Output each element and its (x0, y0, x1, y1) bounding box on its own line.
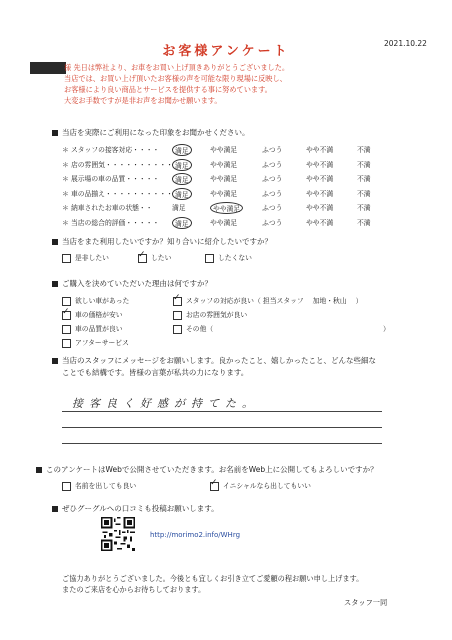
q3-left-3[interactable] (62, 337, 129, 348)
review-url-link[interactable]: http://morimo2.info/WHrg (150, 531, 241, 539)
checkbox-icon[interactable] (173, 325, 182, 334)
q5-option-0[interactable] (62, 480, 136, 491)
q1-rating-option[interactable]: 満足 (172, 173, 192, 185)
closing-line-1: ご協力ありがとうございました。今後とも宜しくお引き立てご愛顧の程お願い申し上げます。 (62, 574, 364, 583)
q5-option-1[interactable] (210, 480, 311, 491)
intro-line-3: お客様により良い商品とサービスを提供する事に努めています。 (64, 85, 272, 94)
checkbox-checked-icon[interactable] (138, 254, 147, 263)
q4-title-line-1: 当店のスタッフにメッセージをお願いします。良かったこと、嬉しかったこと、どんな些細な (62, 356, 376, 365)
staff-signature: スタッフ一同 (344, 598, 388, 607)
q1-item-label: ＊ 当店の総合的評価・・・・・ (62, 218, 160, 227)
q2-title (52, 236, 272, 247)
q1-rating-option[interactable]: ふつう (262, 175, 283, 183)
section-bullet-icon (52, 281, 58, 287)
section-bullet-icon (52, 130, 58, 136)
q1-rating-option[interactable]: 不満 (357, 175, 371, 183)
checkbox-icon[interactable] (62, 339, 71, 348)
q1-rating-option[interactable]: やや満足 (210, 160, 238, 169)
q3-title-text: ご購入を決めていただいた理由は何ですか？ (62, 279, 212, 288)
q6-title (52, 503, 219, 514)
q2-title-text: 当店をまた利用したいですか？知り合いに紹介したいですか？ (62, 237, 272, 246)
checkbox-icon[interactable] (62, 297, 71, 306)
q1-rating-option[interactable]: ふつう (262, 189, 283, 198)
survey-date: 2021.10.22 (384, 39, 427, 48)
q1-rating-option[interactable]: 満足 (172, 188, 192, 200)
q5-title-text: このアンケートはWebで公開させていただきます。お名前をWeb上に公開してもよろしいですか？ (46, 465, 378, 474)
section-bullet-icon (36, 467, 42, 473)
q1-rating-option[interactable]: 不満 (357, 218, 371, 227)
q3-option-label: お店の雰囲気が良い (186, 311, 248, 319)
checkbox-icon[interactable] (62, 325, 71, 334)
q5-option-label: 名前を出しても良い (75, 482, 137, 490)
q1-item-label: ＊ 展示場の車の品質・・・・・ (62, 175, 160, 183)
q2-option-0[interactable] (62, 252, 109, 263)
checkbox-icon[interactable] (205, 254, 214, 263)
q3-option-label: 車の品質が良い (75, 325, 123, 333)
message-line (62, 443, 382, 444)
q5-option-label: イニシャルなら出してもいい (223, 482, 311, 490)
q1-rating-option[interactable]: ふつう (262, 204, 283, 212)
q1-item-label: ＊ 店の雰囲気・・・・・・・・・・ (62, 160, 173, 169)
q1-title-text: 当店を実際にご利用になった印象をお聞かせください。 (62, 128, 250, 137)
q1-rating-option[interactable]: やや不満 (306, 204, 334, 212)
q1-rating-option[interactable]: 満足 (172, 217, 192, 229)
intro-line-2: 当店では、お買い上げ頂いたお客様の声を可能な限り現場に反映し、 (64, 74, 287, 83)
q4-title-line-2: ことでも結構です。皆様の言葉が私共の力になります。 (62, 368, 249, 377)
q2-option-2[interactable] (205, 252, 252, 263)
q1-item-label: ＊ スタッフの接客対応・・・・ (62, 146, 160, 154)
closing-text (62, 573, 363, 595)
q1-rating-option[interactable]: ふつう (262, 218, 283, 227)
section-bullet-icon (52, 506, 58, 512)
q2-option-label: 是非したい (75, 254, 109, 262)
section-bullet-icon (52, 358, 58, 364)
q2-option-1[interactable] (138, 252, 171, 263)
q2-option-label: したくない (218, 254, 252, 262)
q1-rating-option[interactable]: 不満 (357, 189, 371, 198)
section-bullet-icon (52, 239, 58, 245)
q3-other-close: ） (383, 325, 390, 333)
checkbox-icon[interactable] (173, 311, 182, 320)
q1-rating-option[interactable]: 満足 (172, 144, 192, 156)
q3-option-label: その他（ (186, 325, 214, 333)
q3-right-2[interactable] (173, 323, 213, 334)
q1-rating-option[interactable]: やや不満 (306, 218, 334, 227)
q3-left-0[interactable] (62, 295, 129, 306)
intro-line-4: 大変お手数ですが是非お声をお聞かせ願います。 (64, 96, 222, 105)
q1-rating-option[interactable]: やや満足 (210, 175, 238, 183)
qr-code-icon[interactable] (101, 517, 135, 551)
checkbox-icon[interactable] (62, 254, 71, 263)
q1-rating-option[interactable]: ふつう (262, 160, 283, 169)
q3-right-1[interactable] (173, 309, 247, 320)
q1-item-label: ＊ 車の品揃え・・・・・・・・・・ (62, 189, 173, 198)
q1-rating-option[interactable]: 不満 (357, 204, 371, 212)
q1-rating-option[interactable]: やや満足 (210, 218, 238, 227)
q3-option-label: 車の価格が安い (75, 311, 123, 319)
q1-rating-option[interactable]: 不満 (357, 146, 371, 154)
intro-text (64, 62, 289, 106)
message-line (62, 427, 382, 428)
q1-rating-option[interactable]: やや満足 (210, 202, 243, 214)
survey-title: お客様アンケート (162, 44, 290, 59)
intro-line-1: 様 先日は弊社より、お車をお買い上げ頂きありがとうございました。 (64, 63, 290, 72)
q3-option-label: 欲しい車があった (75, 297, 130, 305)
checkbox-checked-icon[interactable] (210, 482, 219, 491)
q5-title (36, 464, 378, 475)
q3-option-label: スタッフの対応が良い（ 担当スタッフ 加地・秋山 ） (186, 297, 363, 305)
q1-item-label: ＊ 納車されたお車の状態・・ (62, 204, 153, 212)
message-line (62, 411, 382, 412)
q6-title-text: ぜひグーグルへの口コミも投稿お願いします。 (62, 504, 219, 513)
q1-rating-option[interactable]: ふつう (262, 146, 283, 154)
q3-title (52, 278, 212, 289)
q3-option-label: アフターサービス (75, 339, 129, 347)
redacted-customer-name (30, 62, 66, 74)
q3-left-2[interactable] (62, 323, 123, 334)
checkbox-icon[interactable] (62, 482, 71, 491)
q1-title (52, 127, 250, 138)
q1-rating-option[interactable]: 満足 (172, 204, 186, 212)
q1-rating-option[interactable]: やや満足 (210, 146, 238, 154)
q1-rating-option[interactable]: 満足 (172, 159, 192, 171)
closing-line-2: またのご来店を心からお待ちしております。 (62, 585, 206, 594)
checkbox-checked-icon[interactable] (173, 297, 182, 306)
q1-rating-option[interactable]: やや不満 (306, 189, 334, 198)
q3-left-1[interactable] (62, 309, 123, 320)
q4-title (52, 355, 376, 379)
q3-right-0[interactable] (173, 295, 362, 306)
checkbox-checked-icon[interactable] (62, 311, 71, 320)
q1-rating-option[interactable]: 不満 (357, 160, 371, 169)
q1-rating-option[interactable]: やや不満 (306, 175, 334, 183)
q1-rating-option[interactable]: やや満足 (210, 189, 238, 198)
q1-rating-option[interactable]: やや不満 (306, 160, 334, 169)
q2-option-label: したい (151, 254, 172, 262)
q1-rating-option[interactable]: やや不満 (306, 146, 334, 154)
handwritten-message[interactable]: 接客良く好感が持てた。 (72, 397, 259, 410)
